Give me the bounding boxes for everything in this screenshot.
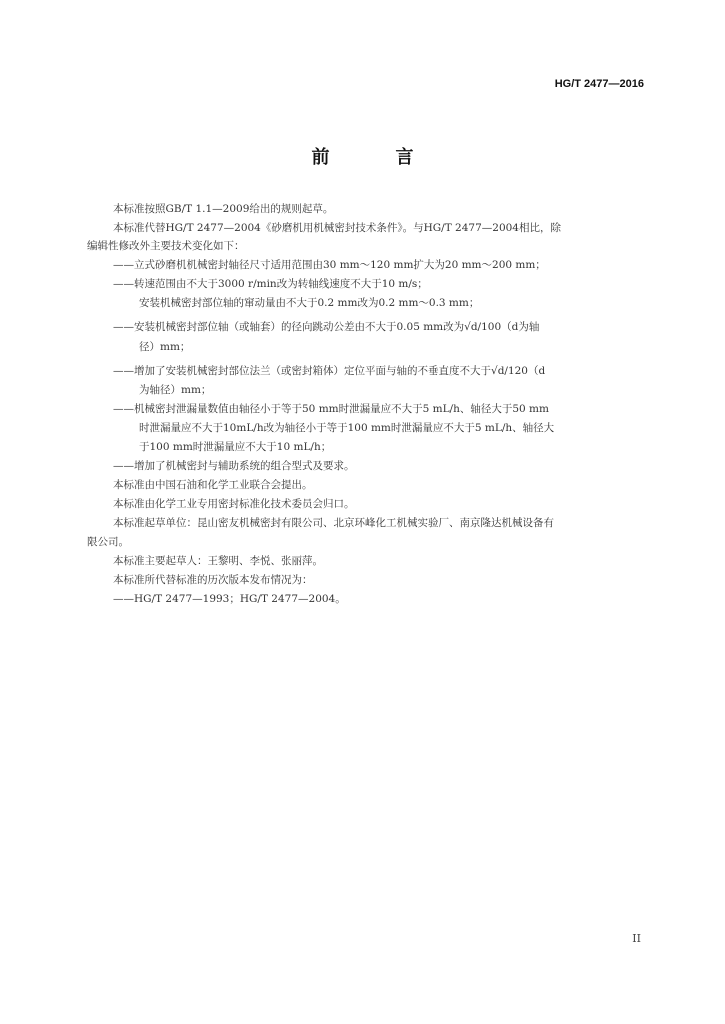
list-item: ——HG/T 2477—1993；HG/T 2477—2004。	[113, 593, 346, 605]
paragraph-line: 限公司。	[87, 536, 129, 548]
list-item: ——机械密封泄漏量数值由轴径小于等于50 mm时泄漏量应不大于5 mL/h、轴径大于50 mm	[113, 403, 549, 415]
list-item: ——增加了安装机械密封部位法兰（或密封箱体）定位平面与轴的不垂直度不大于√d/120（d	[113, 365, 546, 377]
list-item: ——立式砂磨机机械密封轴径尺寸适用范围由30 mm～120 mm扩大为20 mm～200 mm；	[113, 259, 546, 271]
list-item-continuation: 径）mm；	[139, 341, 191, 353]
paragraph-line: 本标准由化学工业专用密封标准化技术委员会归口。	[113, 498, 355, 510]
paragraph-line: 本标准主要起草人：王黎明、李悦、张丽萍。	[113, 555, 323, 567]
paragraph-line: 本标准所代替标准的历次版本发布情况为：	[113, 574, 313, 586]
paragraph-line: 本标准代替HG/T 2477—2004《砂磨机用机械密封技术条件》。与HG/T 2477—2004相比，除	[113, 222, 561, 234]
list-item: ——安装机械密封部位轴（或轴套）的径向跳动公差由不大于0.05 mm改为√d/100（d为轴	[113, 321, 540, 333]
paragraph-line: 本标准按照GB/T 1.1—2009给出的规则起草。	[113, 203, 334, 215]
paragraph-line: 本标准起草单位：昆山密友机械密封有限公司、北京环峰化工机械实验厂、南京隆达机械设备有	[113, 517, 554, 529]
list-item-continuation: 安装机械密封部位轴的窜动量由不大于0.2 mm改为0.2 mm～0.3 mm；	[139, 297, 480, 309]
paragraph-line: 编辑性修改外主要技术变化如下：	[87, 240, 245, 252]
list-item-continuation: 为轴径）mm；	[139, 384, 212, 396]
list-item: ——增加了机械密封与辅助系统的组合型式及要求。	[113, 460, 355, 472]
list-item: ——转速范围由不大于3000 r/min改为转轴线速度不大于10 m/s；	[113, 278, 428, 290]
paragraph-line: 本标准由中国石油和化学工业联合会提出。	[113, 479, 313, 491]
page-number: II	[632, 932, 641, 945]
list-item-continuation: 于100 mm时泄漏量应不大于10 mL/h；	[139, 441, 332, 453]
page-title: 前 言	[311, 147, 438, 168]
standard-code: HG/T 2477—2016	[554, 78, 644, 90]
list-item-continuation: 时泄漏量应不大于10mL/h改为轴径小于等于100 mm时泄漏量应不大于5 mL/h、轴径大	[139, 422, 555, 434]
